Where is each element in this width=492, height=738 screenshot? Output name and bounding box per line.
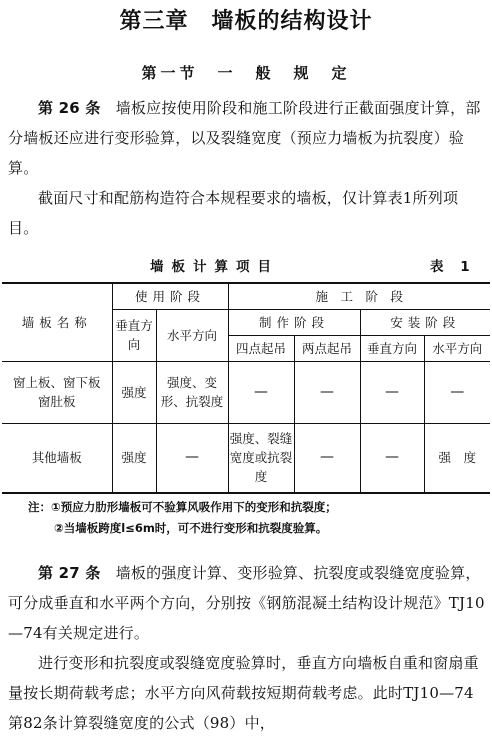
article-26-label: 第 26 条 bbox=[38, 99, 101, 117]
table-number: 表 1 bbox=[430, 259, 476, 275]
table-caption bbox=[0, 252, 492, 278]
header-two-point-lift: 两点起吊 bbox=[294, 335, 360, 361]
table-notes bbox=[28, 497, 488, 539]
header-install-horizontal: 水平方向 bbox=[424, 335, 490, 361]
row-panel-name: 窗上板、窗下板 窗肚板 bbox=[2, 361, 112, 423]
header-panel-name: 墙板名称 bbox=[2, 283, 112, 361]
table-row bbox=[2, 423, 490, 493]
table-title: 墙板计算项目 bbox=[150, 259, 279, 275]
row-use-horizontal: 强度、变形、抗裂度 bbox=[156, 361, 228, 423]
table-row bbox=[2, 361, 490, 423]
row-use-vertical: 强度 bbox=[112, 423, 156, 493]
row-install-horizontal: 强 度 bbox=[424, 423, 490, 493]
header-manufacture-stage: 制作阶段 bbox=[228, 309, 360, 335]
row-install-vertical: — bbox=[360, 423, 424, 493]
chapter-title: 第三章 墙板的结构设计 bbox=[119, 9, 373, 34]
row-panel-name: 其他墙板 bbox=[2, 423, 112, 493]
header-construction-stage: 施 工 阶 段 bbox=[228, 283, 490, 309]
header-use-vertical: 垂直方向 bbox=[112, 309, 156, 361]
load-paragraph: 进行变形和抗裂度或裂缝宽度验算时，垂直方向墙板自重和窗扇重量按长期荷载考虑；水平方向风荷载按短期荷载考虑。此时TJ10—74第82条计算裂缝宽度的公式（98）中， bbox=[8, 654, 479, 732]
table-intro-paragraph: 截面尺寸和配筋构造符合本规程要求的墙板，仅计算表1所列项目。 bbox=[8, 189, 459, 237]
article-26-text: 墙板应按使用阶段和施工阶段进行正截面强度计算，部分墙板还应进行变形验算，以及裂缝宽度（预应力墙板为抗裂度）验算。 bbox=[8, 99, 481, 177]
row-two-point-lift: — bbox=[294, 423, 360, 493]
article-27-label: 第 27 条 bbox=[38, 564, 101, 582]
row-four-point-lift: — bbox=[228, 361, 294, 423]
article-27-paragraph bbox=[8, 558, 486, 648]
article-26-paragraph bbox=[8, 93, 486, 183]
row-use-vertical: 强度 bbox=[112, 361, 156, 423]
header-install-vertical: 垂直方向 bbox=[360, 335, 424, 361]
header-use-stage: 使用阶段 bbox=[112, 283, 228, 309]
header-use-horizontal: 水平方向 bbox=[156, 309, 228, 361]
section-title: 第一节 一 般 规 定 bbox=[141, 64, 351, 82]
row-two-point-lift: — bbox=[294, 361, 360, 423]
header-four-point-lift: 四点起吊 bbox=[228, 335, 294, 361]
table-note-2: ②当墙板跨度l≤6m时，可不进行变形和抗裂度验算。 bbox=[54, 521, 328, 535]
calculation-items-table bbox=[2, 282, 490, 494]
row-install-horizontal: — bbox=[424, 361, 490, 423]
article-27-text: 墙板的强度计算、变形验算、抗裂度或裂缝宽度验算，可分成垂直和水平两个方向，分别按《钢筋混凝土结构设计规范》TJ10—74有关规定进行。 bbox=[8, 564, 485, 642]
table-note-1: 注：①预应力肋形墙板可不验算风吸作用下的变形和抗裂度； bbox=[28, 500, 337, 514]
header-install-stage: 安装阶段 bbox=[360, 309, 490, 335]
row-use-horizontal: — bbox=[156, 423, 228, 493]
row-four-point-lift: 强度、裂缝宽度或抗裂度 bbox=[228, 423, 294, 493]
row-install-vertical: — bbox=[360, 361, 424, 423]
